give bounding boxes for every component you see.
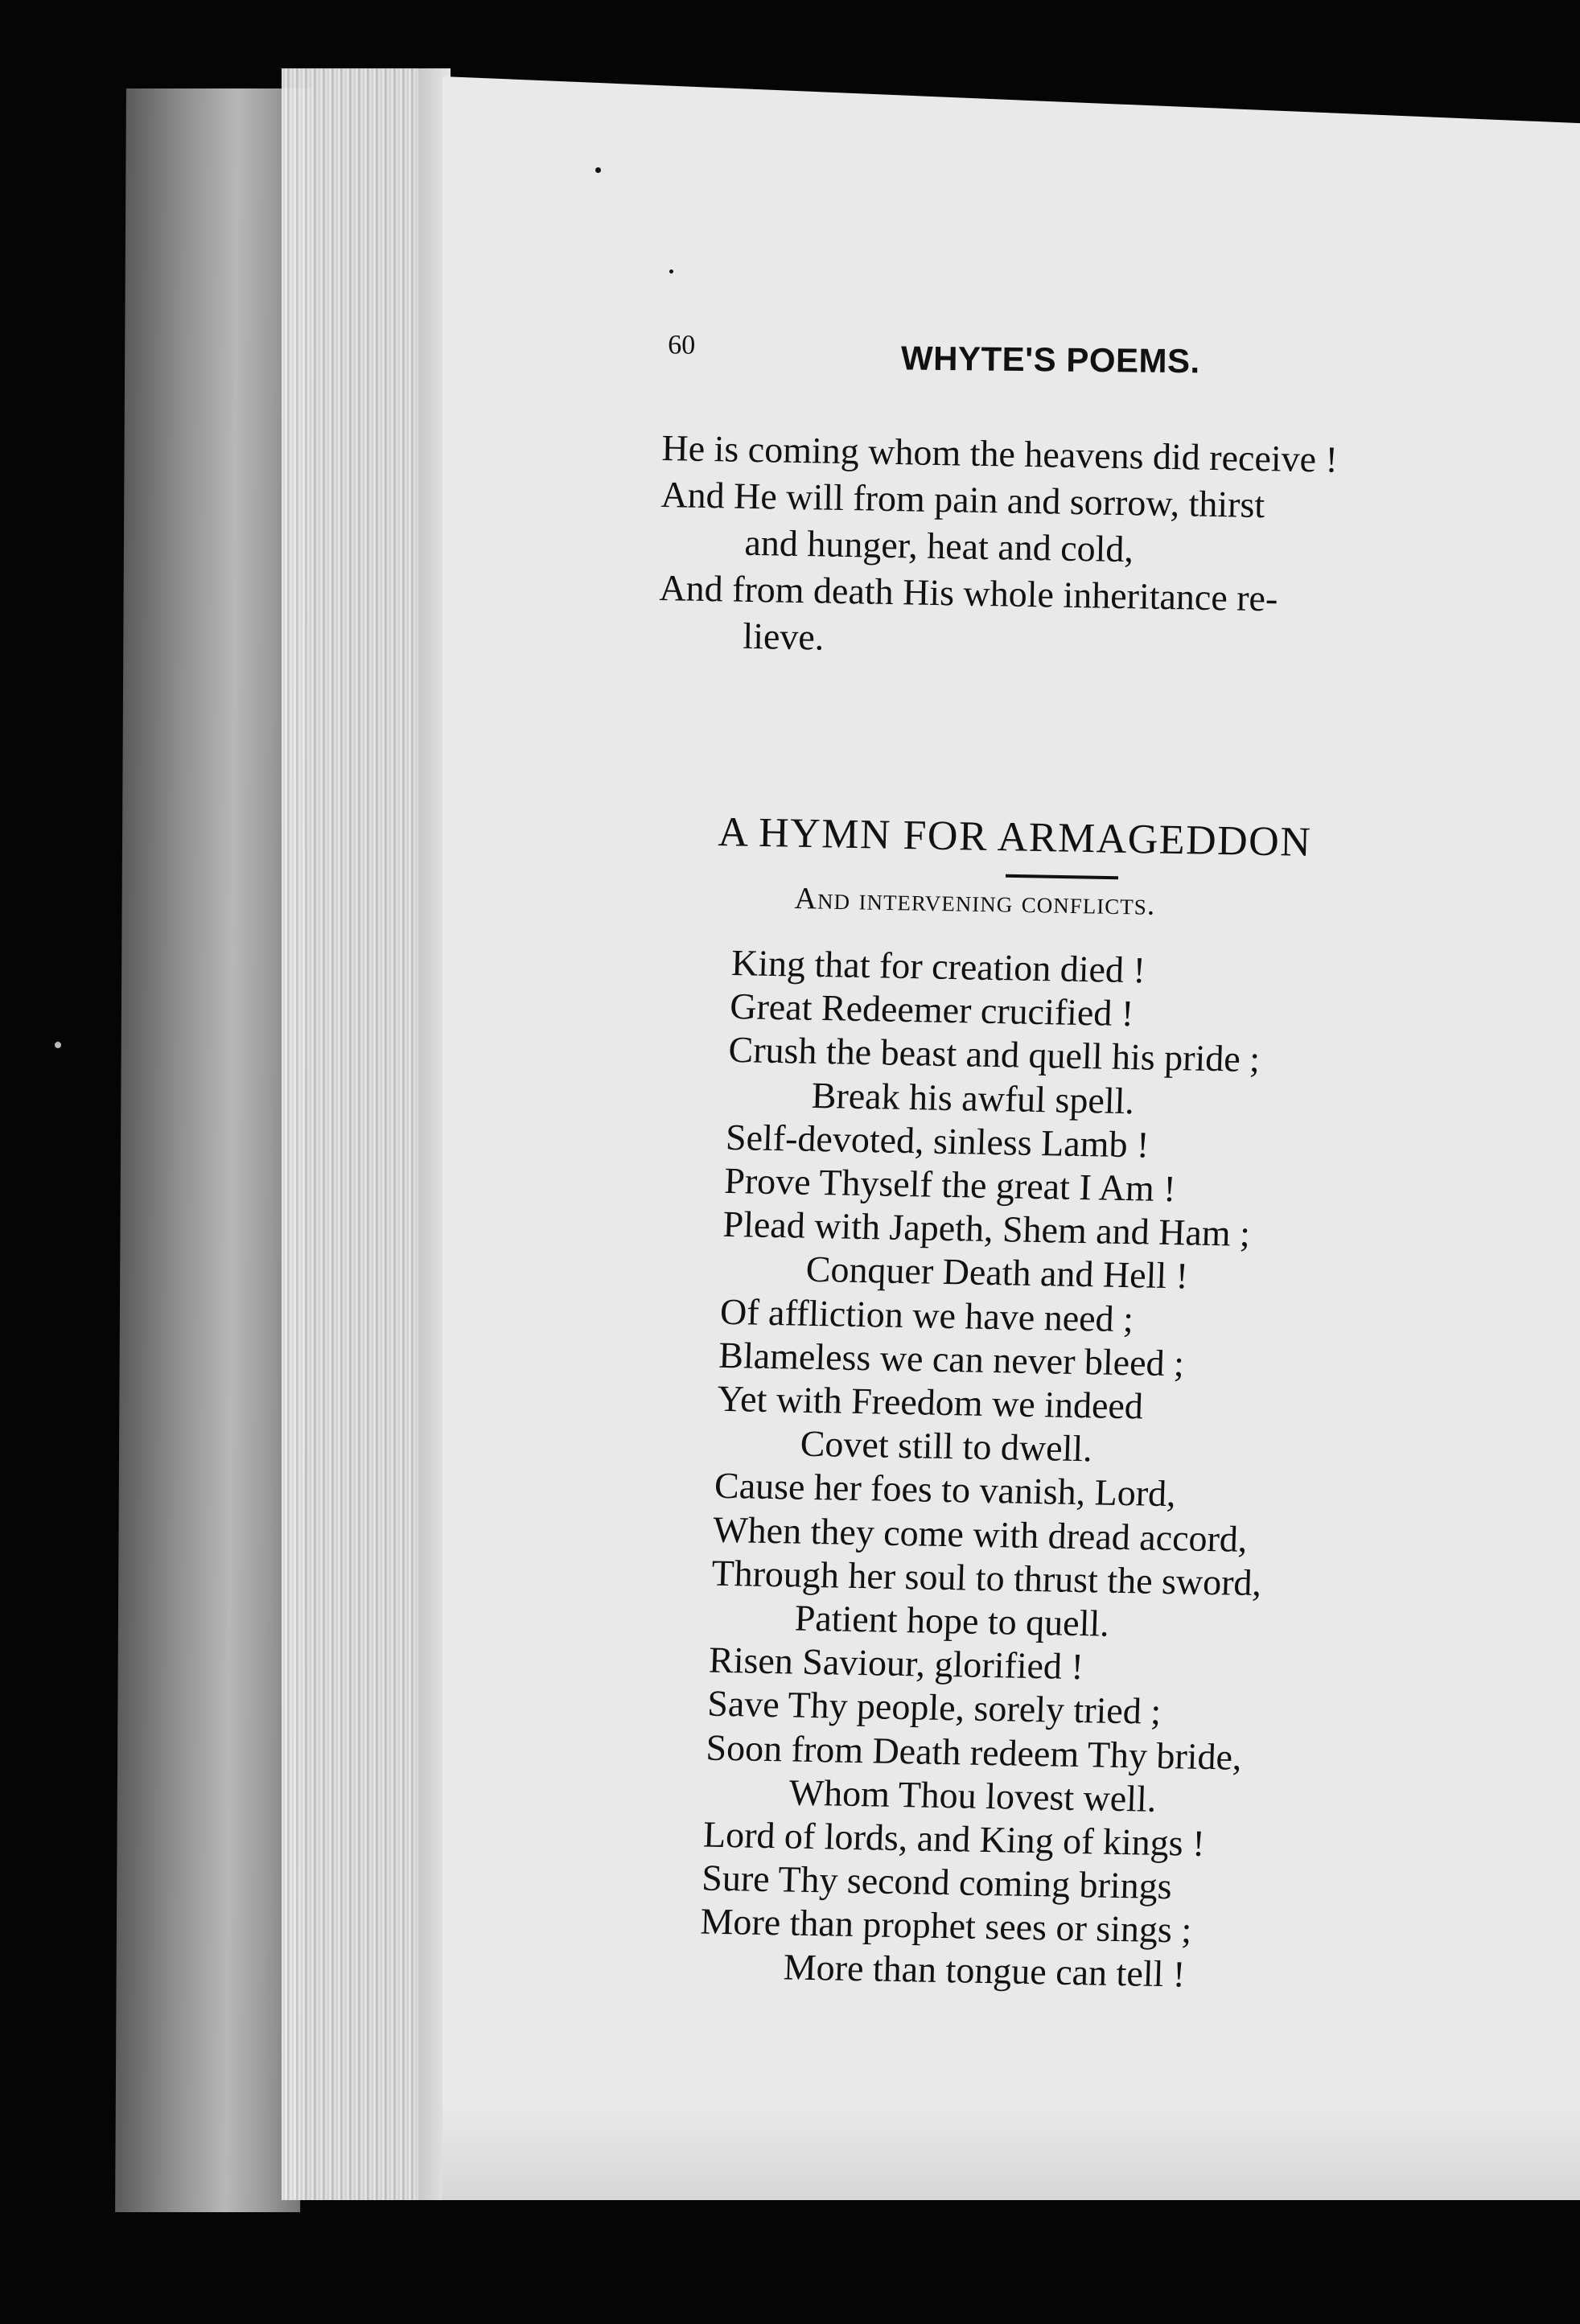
hymn-line: Patient hope to quell. <box>794 1597 1110 1644</box>
poem-title: A HYMN FOR ARMAGEDDON <box>717 808 1312 866</box>
hymn-line: Soon from Death redeem Thy bride, <box>705 1726 1243 1778</box>
hymn-line: More than tongue can tell ! <box>783 1946 1187 1995</box>
verse-line: lieve. <box>742 615 825 658</box>
hymn-line: Sure Thy second coming brings <box>701 1857 1173 1907</box>
hymn-line: Of affliction we have need ; <box>719 1290 1134 1339</box>
dust-speck <box>55 1042 61 1048</box>
running-head: WHYTE'S POEMS. <box>900 339 1200 380</box>
hymn-line: More than prophet sees or sings ; <box>699 1900 1193 1952</box>
page-shadow <box>442 2104 1580 2200</box>
hymn-line: When they come with dread accord, <box>712 1508 1249 1560</box>
hymn-line: Whom Thou lovest well. <box>788 1771 1158 1820</box>
verse-line: And He will from pain and sorrow, thirst <box>660 473 1265 526</box>
hymn-line: Through her soul to thrust the sword, <box>710 1552 1262 1604</box>
hymn-line: Prove Thyself the great I Am ! <box>723 1159 1177 1210</box>
hymn-line: Lord of lords, and King of kings ! <box>702 1813 1206 1865</box>
hymn-line: Break his awful spell. <box>811 1074 1135 1121</box>
hymn-line: Great Redeemer crucified ! <box>729 985 1135 1034</box>
hymn-line: King that for creation died ! <box>730 941 1146 991</box>
hymn-line: Cause her foes to vanish, Lord, <box>714 1465 1177 1515</box>
intro-verse <box>658 425 1491 673</box>
poem-subtitle: And intervening conflicts. <box>794 881 1156 922</box>
page-header <box>668 330 1376 393</box>
hymn-line: Blameless we can never bleed ; <box>718 1334 1185 1384</box>
page-number: 60 <box>668 330 696 360</box>
hymn-line: Self-devoted, sinless Lamb ! <box>725 1116 1150 1166</box>
verse-line: and hunger, heat and cold, <box>744 521 1134 570</box>
verse-line: And from death His whole inheritance re- <box>659 566 1278 619</box>
hymn-line: Yet with Freedom we indeed <box>716 1377 1144 1427</box>
verse-line: He is coming whom the heavens did receive ! <box>661 426 1339 480</box>
hymn-line: Risen Saviour, glorified ! <box>708 1639 1084 1688</box>
hymn-line: Covet still to dwell. <box>800 1422 1093 1470</box>
hymn-line: Save Thy people, sorely tried ; <box>706 1683 1162 1733</box>
hymn-line: Conquer Death and Hell ! <box>805 1248 1189 1297</box>
hymn-line: Crush the beast and quell his pride ; <box>727 1029 1261 1080</box>
dust-speck <box>669 269 673 274</box>
hymn-line: Plead with Japeth, Shem and Ham ; <box>722 1203 1251 1255</box>
dust-speck <box>595 167 601 173</box>
hymn-body <box>698 941 1456 2001</box>
